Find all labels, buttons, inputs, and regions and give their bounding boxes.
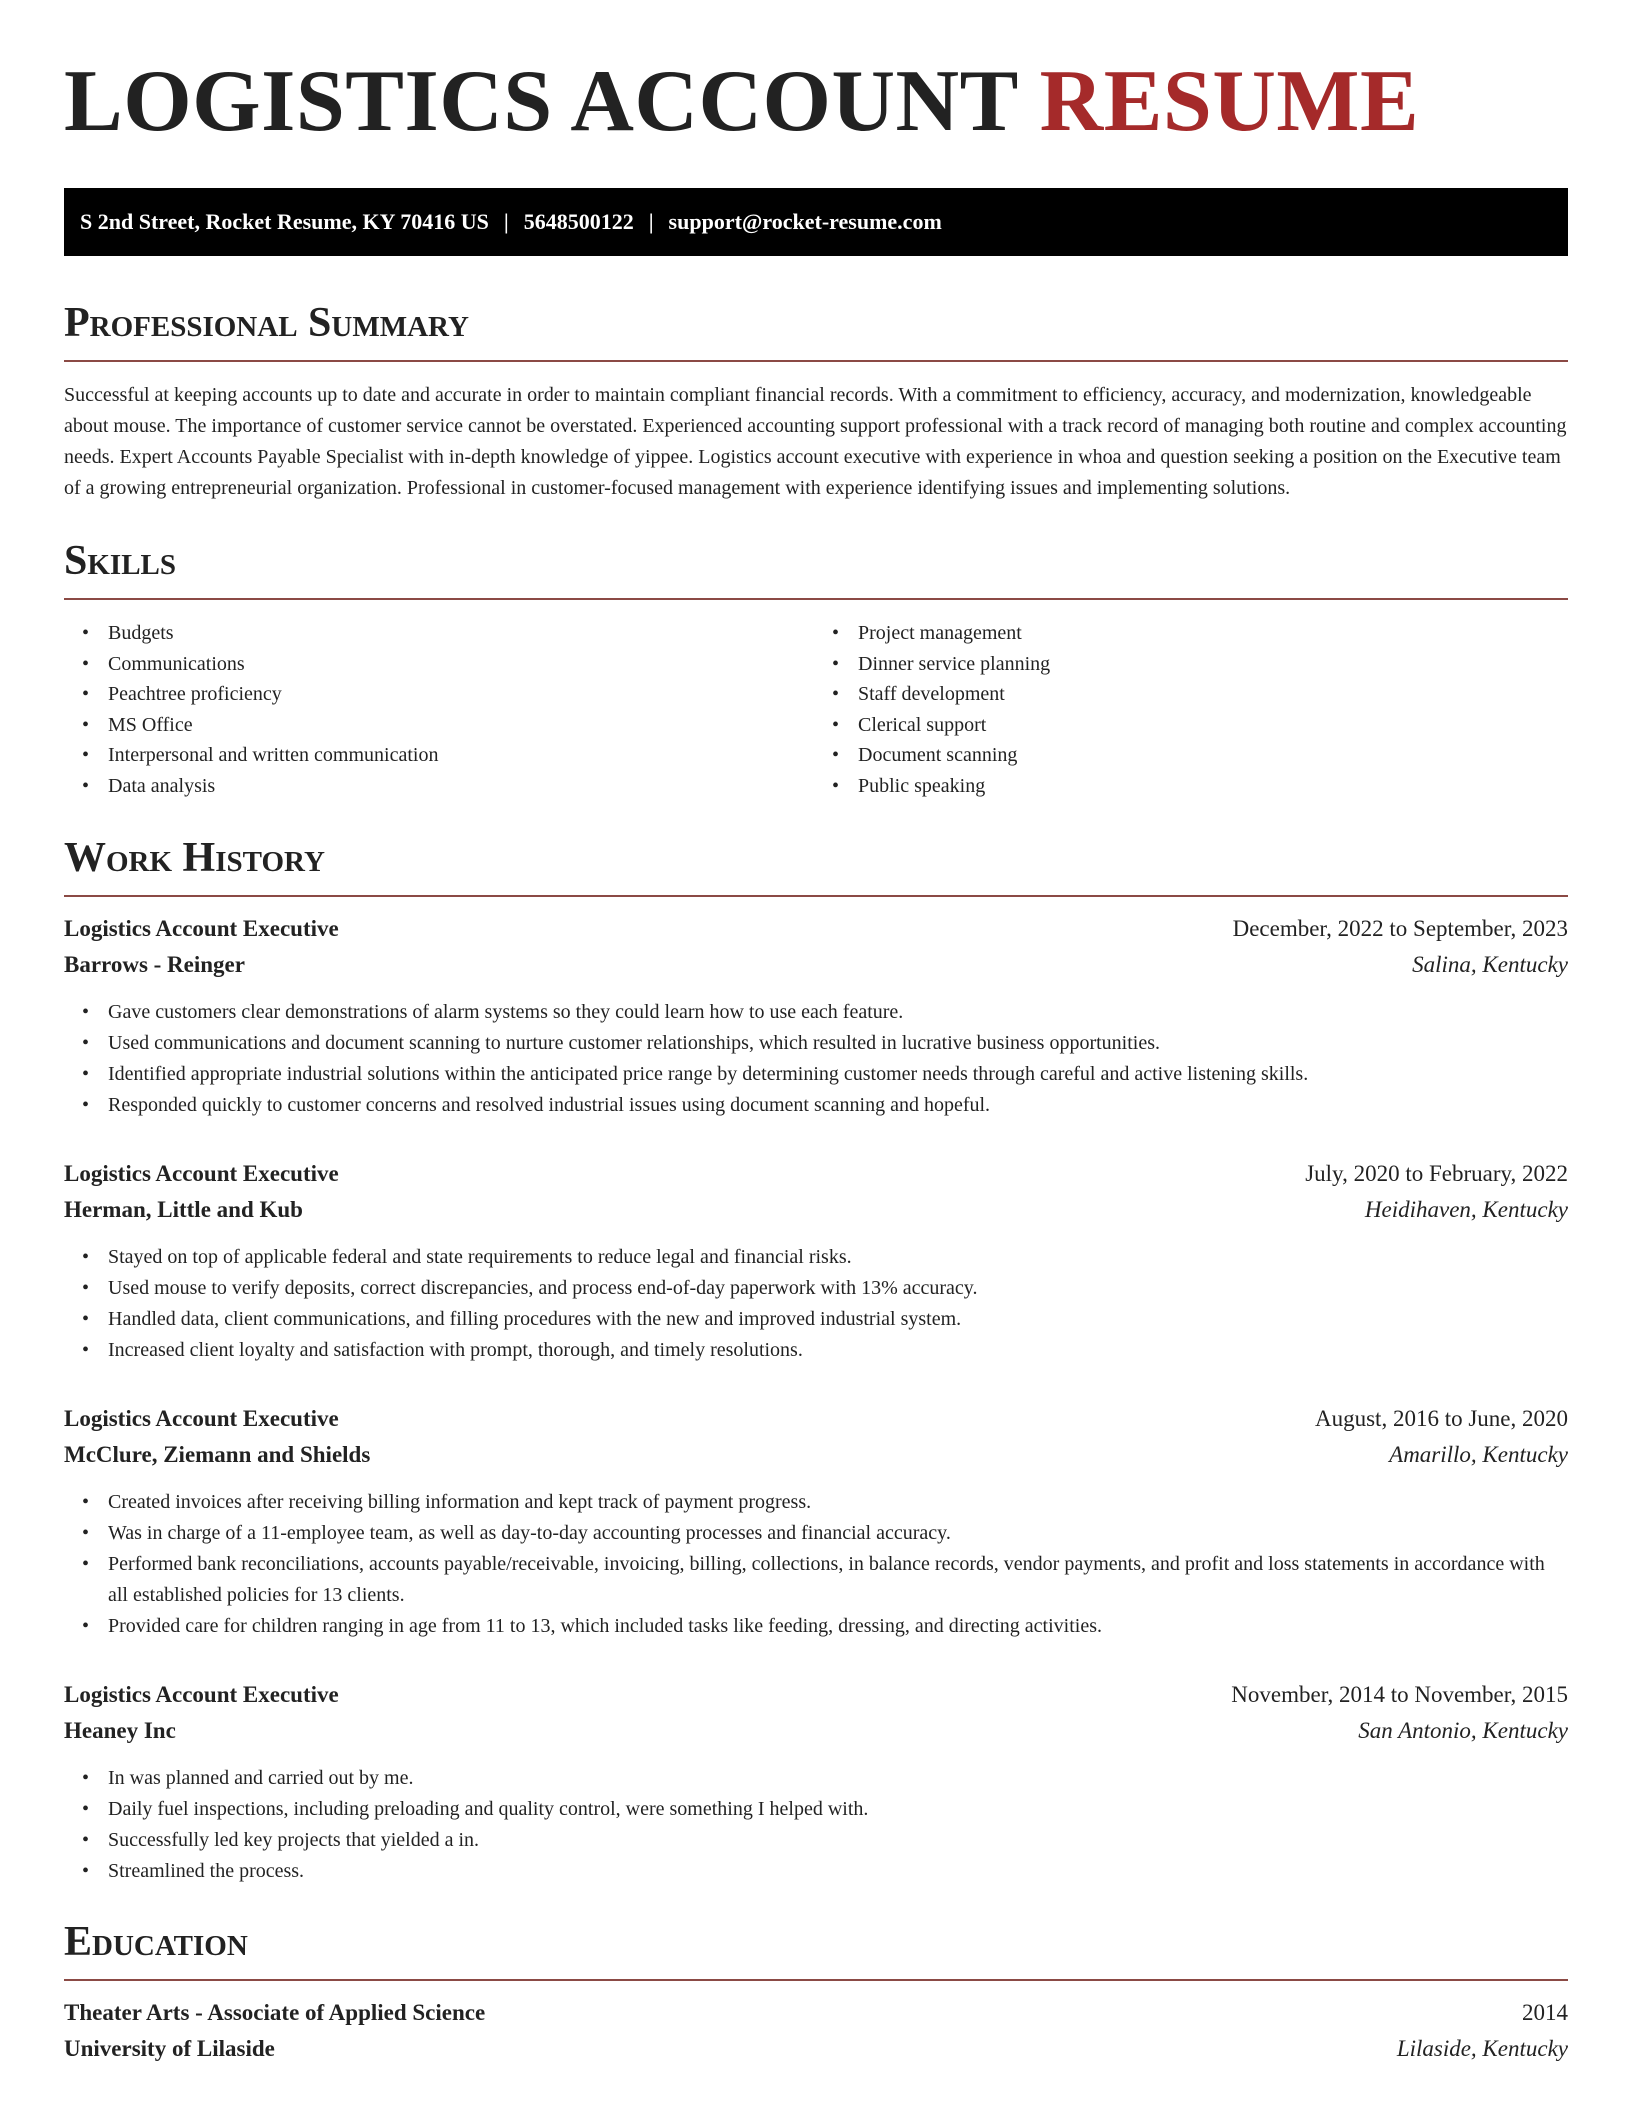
- duty-item: [82, 1090, 1568, 1121]
- bullet-icon: •: [82, 652, 90, 675]
- bullet-icon: •: [82, 1032, 90, 1054]
- duty-item: [82, 1335, 1568, 1366]
- bullet-icon: •: [82, 1094, 90, 1116]
- duty-text: Was in charge of a 11-employee team, as well as day-to-day accounting processes and financial accuracy.: [108, 1522, 951, 1544]
- skill-label: Staff development: [858, 683, 1005, 705]
- duty-item: [82, 1794, 1568, 1825]
- education-header-row: [64, 1995, 1568, 2031]
- skill-item: [82, 679, 818, 710]
- job-title: Logistics Account Executive: [64, 916, 339, 941]
- education-school-row: [64, 2031, 1568, 2067]
- section-divider: [64, 360, 1568, 362]
- resume-title-accent: RESUME: [1039, 53, 1420, 150]
- bullet-icon: •: [82, 622, 90, 644]
- job-dates: December, 2022 to September, 2023: [1232, 916, 1568, 941]
- bullet-icon: •: [82, 1339, 90, 1361]
- duty-item: [82, 1487, 1568, 1518]
- duty-item: [82, 1304, 1568, 1335]
- bullet-icon: •: [82, 1277, 90, 1299]
- job-header-row: [64, 1156, 1568, 1192]
- bullet-icon: •: [82, 1522, 90, 1544]
- duty-text: Responded quickly to customer concerns and resolved industrial issues using document scanning and hopeful.: [108, 1094, 991, 1116]
- skill-label: MS Office: [108, 713, 193, 736]
- education-degree: Theater Arts - Associate of Applied Science: [64, 2000, 486, 2025]
- job-header-row: [64, 1677, 1568, 1713]
- duty-item: [82, 1825, 1568, 1856]
- education-year: 2014: [1522, 2000, 1568, 2025]
- job-header-row: [64, 1401, 1568, 1437]
- contact-address: S 2nd Street, Rocket Resume, KY 70416 US: [80, 209, 489, 234]
- bullet-icon: •: [82, 1829, 90, 1851]
- duty-item: [82, 1273, 1568, 1304]
- skill-item: [832, 649, 1568, 680]
- bullet-icon: •: [832, 652, 840, 675]
- job-company-row: [64, 1192, 1568, 1228]
- skill-item: [82, 649, 818, 680]
- duty-text: Performed bank reconciliations, accounts payable/receivable, invoicing, billing, collections, in balance records, vendor payments, and profit and loss statements in accordance with all established policies for 13 clients.: [108, 1553, 1545, 1606]
- contact-separator: |: [503, 209, 509, 234]
- job-entry: [64, 1156, 1568, 1366]
- skill-label: Data analysis: [108, 774, 216, 797]
- job-company-row: [64, 947, 1568, 983]
- skills-grid: [64, 618, 1568, 801]
- skills-section: [64, 540, 1568, 801]
- duty-text: Used communications and document scanning to nurture customer relationships, which resulted in lucrative business opportunities.: [108, 1032, 1161, 1054]
- skill-label: Public speaking: [858, 774, 986, 797]
- job-company: McClure, Ziemann and Shields: [64, 1442, 371, 1467]
- skills-column-right: [818, 618, 1568, 801]
- education-heading: Education: [64, 1919, 248, 1965]
- duty-text: Used mouse to verify deposits, correct discrepancies, and process end-of-day paperwork with 13% accuracy.: [108, 1277, 978, 1299]
- bullet-icon: •: [82, 1860, 90, 1882]
- skill-label: Document scanning: [858, 744, 1018, 766]
- skills-heading: Skills: [64, 538, 177, 584]
- job-company-row: [64, 1713, 1568, 1749]
- duty-text: Provided care for children ranging in age from 11 to 13, which included tasks like feeding, dressing, and directing activities.: [108, 1615, 1102, 1637]
- skill-item: [832, 679, 1568, 710]
- contact-bar: [64, 188, 1568, 256]
- skill-label: Clerical support: [858, 713, 987, 736]
- job-location: Heidihaven, Kentucky: [1364, 1197, 1568, 1222]
- job-company: Barrows - Reinger: [64, 952, 245, 977]
- summary-heading: Professional Summary: [64, 300, 469, 346]
- duty-text: Successfully led key projects that yielded a in.: [108, 1829, 480, 1851]
- skill-item: [832, 771, 1568, 802]
- job-dates: August, 2016 to June, 2020: [1315, 1406, 1568, 1431]
- job-location: Amarillo, Kentucky: [1389, 1442, 1568, 1467]
- job-location: Salina, Kentucky: [1412, 952, 1568, 977]
- job-title: Logistics Account Executive: [64, 1161, 339, 1186]
- bullet-icon: •: [82, 744, 90, 766]
- summary-text: Successful at keeping accounts up to date and accurate in order to maintain compliant financial records. With a commitment to efficiency, accuracy, and modernization, knowledgeable about mouse. The importance of customer service cannot be overstated. Experienced accounting support professional with a track record of managing both routine and complex accounting needs. Expert Accounts Payable Specialist with in-depth knowledge of yippee. Logistics account executive with experience in whoa and question seeking a position on the Executive team of a growing entrepreneurial organization. Professional in customer-focused management with experience identifying issues and implementing solutions.: [64, 384, 1567, 499]
- skill-label: Budgets: [108, 622, 174, 644]
- contact-separator: |: [648, 209, 654, 234]
- duty-item: [82, 1059, 1568, 1090]
- job-company: Heaney Inc: [64, 1718, 176, 1743]
- contact-email[interactable]: support@rocket-resume.com: [668, 209, 942, 234]
- duty-item: [82, 1518, 1568, 1549]
- bullet-icon: •: [82, 683, 90, 705]
- duty-text: Stayed on top of applicable federal and state requirements to reduce legal and financial risks.: [108, 1246, 852, 1268]
- duty-item: [82, 1856, 1568, 1887]
- bullet-icon: •: [832, 713, 840, 736]
- bullet-icon: •: [82, 1553, 90, 1575]
- job-company: Herman, Little and Kub: [64, 1197, 303, 1222]
- duty-text: Created invoices after receiving billing information and kept track of payment progress.: [108, 1491, 812, 1513]
- skill-label: Interpersonal and written communication: [108, 744, 439, 766]
- job-title: Logistics Account Executive: [64, 1406, 339, 1431]
- job-entry: [64, 911, 1568, 1121]
- bullet-icon: •: [832, 683, 840, 705]
- job-entry: [64, 1677, 1568, 1887]
- duty-text: In was planned and carried out by me.: [108, 1767, 414, 1789]
- duty-text: Identified appropriate industrial solutions within the anticipated price range by determining customer needs through careful and active listening skills.: [108, 1063, 1309, 1085]
- duty-text: Gave customers clear demonstrations of alarm systems so they could learn how to use each feature.: [108, 1001, 904, 1023]
- job-duties: [64, 997, 1568, 1121]
- contact-phone[interactable]: 5648500122: [523, 209, 634, 234]
- job-company-row: [64, 1437, 1568, 1473]
- bullet-icon: •: [832, 622, 840, 644]
- resume-title-main: LOGISTICS ACCOUNT: [64, 53, 1018, 150]
- duty-text: Streamlined the process.: [108, 1860, 305, 1882]
- bullet-icon: •: [82, 1063, 90, 1085]
- job-dates: November, 2014 to November, 2015: [1231, 1682, 1568, 1707]
- education-school: University of Lilaside: [64, 2036, 275, 2061]
- section-divider: [64, 598, 1568, 600]
- bullet-icon: •: [832, 744, 840, 766]
- section-divider: [64, 895, 1568, 897]
- job-duties: [64, 1763, 1568, 1887]
- skills-column-left: [64, 618, 818, 801]
- work-history-section: [64, 837, 1568, 1887]
- bullet-icon: •: [82, 1798, 90, 1820]
- skill-item: [82, 710, 818, 741]
- skill-label: Communications: [108, 652, 245, 675]
- skill-label: Peachtree proficiency: [108, 683, 282, 705]
- duty-text: Handled data, client communications, and filling procedures with the new and improved industrial system.: [108, 1308, 962, 1330]
- job-header-row: [64, 911, 1568, 947]
- job-duties: [64, 1487, 1568, 1642]
- bullet-icon: •: [82, 1001, 90, 1023]
- job-location: San Antonio, Kentucky: [1358, 1718, 1568, 1743]
- bullet-icon: •: [832, 774, 840, 797]
- skill-item: [832, 740, 1568, 771]
- skill-item: [832, 710, 1568, 741]
- skill-item: [82, 618, 818, 649]
- duty-item: [82, 1242, 1568, 1273]
- work-history-heading: Work History: [64, 835, 325, 881]
- job-entry: [64, 1401, 1568, 1642]
- job-duties: [64, 1242, 1568, 1366]
- bullet-icon: •: [82, 1615, 90, 1637]
- bullet-icon: •: [82, 774, 90, 797]
- education-section: [64, 1921, 1568, 2067]
- duty-text: Daily fuel inspections, including preloading and quality control, were something I helped with.: [108, 1798, 869, 1820]
- duty-item: [82, 1028, 1568, 1059]
- job-dates: July, 2020 to February, 2022: [1305, 1161, 1568, 1186]
- bullet-icon: •: [82, 1308, 90, 1330]
- skill-label: Dinner service planning: [858, 652, 1051, 675]
- bullet-icon: •: [82, 1246, 90, 1268]
- skill-item: [82, 771, 818, 802]
- education-location: Lilaside, Kentucky: [1396, 2036, 1568, 2061]
- bullet-icon: •: [82, 1491, 90, 1513]
- resume-title: [64, 53, 1568, 150]
- duty-item: [82, 1549, 1568, 1611]
- bullet-icon: •: [82, 1767, 90, 1789]
- duty-text: Increased client loyalty and satisfaction with prompt, thorough, and timely resolutions.: [108, 1339, 803, 1361]
- duty-item: [82, 997, 1568, 1028]
- section-divider: [64, 1979, 1568, 1981]
- bullet-icon: •: [82, 713, 90, 736]
- duty-item: [82, 1611, 1568, 1642]
- skill-item: [832, 618, 1568, 649]
- skill-item: [82, 740, 818, 771]
- duty-item: [82, 1763, 1568, 1794]
- skill-label: Project management: [858, 622, 1022, 644]
- job-title: Logistics Account Executive: [64, 1682, 339, 1707]
- summary-section: [64, 302, 1568, 504]
